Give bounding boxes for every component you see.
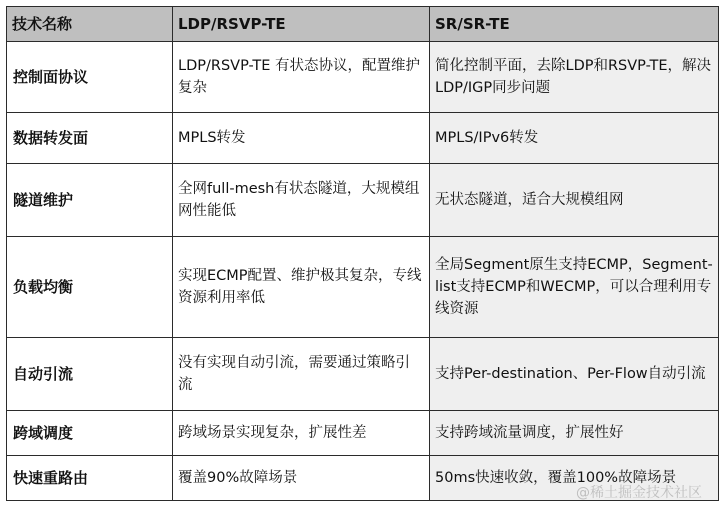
ldp-cell: LDP/RSVP-TE 有状态协议，配置维护复杂 (173, 42, 430, 113)
sr-cell: 50ms快速收敛，覆盖100%故障场景 (430, 456, 719, 501)
ldp-cell: 全网full-mesh有状态隧道，大规模组网性能低 (173, 164, 430, 237)
sr-cell: 全局Segment原生支持ECMP，Segment-list支持ECMP和WECMP，可以合理利用专线资源 (430, 237, 719, 338)
row-label: 自动引流 (7, 338, 173, 411)
ldp-cell: 覆盖90%故障场景 (173, 456, 430, 501)
sr-cell: 无状态隧道，适合大规模组网 (430, 164, 719, 237)
sr-cell: MPLS/IPv6转发 (430, 113, 719, 164)
table-row (7, 338, 719, 411)
table-header-row (7, 7, 719, 42)
header-ldp-rsvp-te: LDP/RSVP-TE (173, 7, 430, 42)
header-sr-sr-te: SR/SR-TE (430, 7, 719, 42)
ldp-cell: 实现ECMP配置、维护极其复杂，专线资源利用率低 (173, 237, 430, 338)
table-row (7, 113, 719, 164)
table-row (7, 237, 719, 338)
table-row (7, 164, 719, 237)
comparison-table (6, 6, 719, 501)
row-label: 控制面协议 (7, 42, 173, 113)
ldp-cell: MPLS转发 (173, 113, 430, 164)
header-tech-name: 技术名称 (7, 7, 173, 42)
row-label: 跨域调度 (7, 411, 173, 456)
ldp-cell: 没有实现自动引流，需要通过策略引流 (173, 338, 430, 411)
sr-cell: 简化控制平面，去除LDP和RSVP-TE，解决LDP/IGP同步问题 (430, 42, 719, 113)
watermark: @稀土掘金技术社区 (576, 485, 702, 501)
row-label: 隧道维护 (7, 164, 173, 237)
table-row (7, 411, 719, 456)
table-row (7, 42, 719, 113)
row-label: 数据转发面 (7, 113, 173, 164)
row-label: 快速重路由 (7, 456, 173, 501)
sr-cell: 支持Per-destination、Per-Flow自动引流 (430, 338, 719, 411)
ldp-cell: 跨域场景实现复杂，扩展性差 (173, 411, 430, 456)
sr-cell: 支持跨域流量调度，扩展性好 (430, 411, 719, 456)
row-label: 负载均衡 (7, 237, 173, 338)
